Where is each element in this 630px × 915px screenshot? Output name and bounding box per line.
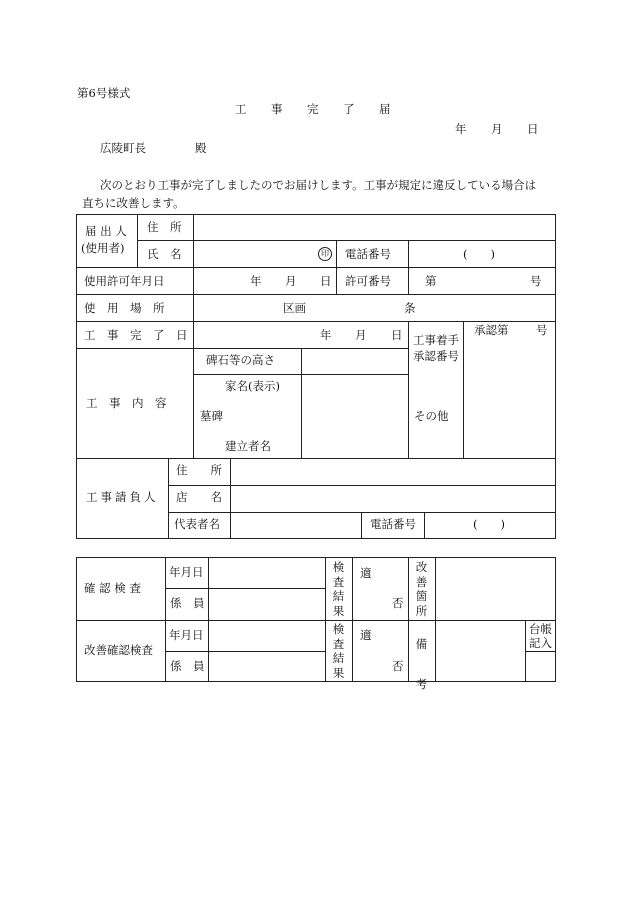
applicant-label: 届 出 人 xyxy=(85,224,127,238)
work-content-label: 工 事 内 容 xyxy=(86,396,167,410)
form-number: 第6号様式 xyxy=(77,86,131,100)
location-label: 使 用 場 所 xyxy=(84,301,165,315)
compliant-label: 適 xyxy=(360,566,372,580)
location-section: 区画 xyxy=(283,301,306,315)
title-char: 届 xyxy=(379,102,391,116)
name-label: 氏 名 xyxy=(147,247,182,261)
applicant-sublabel: (使用者) xyxy=(81,241,125,255)
contractor-phone-label: 電話番号 xyxy=(370,517,416,531)
intro-line-1: 次のとおり工事が完了しましたのでお届けします。工事が規定に違反している場合は xyxy=(100,178,537,192)
date-month-label: 月 xyxy=(491,122,503,136)
seal-icon: 印 xyxy=(318,247,332,261)
contractor-label: 工事請負人 xyxy=(86,490,159,504)
monument-height-label: 碑石等の高さ xyxy=(206,353,275,367)
permit-date-year: 年 xyxy=(250,274,262,288)
ledger-label: 台帳 xyxy=(529,622,552,636)
remarks-label: 備考 xyxy=(415,637,428,691)
reinspection-result-label: 検査結果 xyxy=(332,622,345,680)
inspection-date-label: 年月日 xyxy=(169,565,204,579)
builder-name-label: 建立者名 xyxy=(225,439,271,453)
start-approval-sublabel: 承認番号 xyxy=(413,349,459,363)
improvement-location-label: 改善箇所 xyxy=(415,560,428,618)
address-label: 住 所 xyxy=(147,220,182,234)
reinspection-staff-label: 係 員 xyxy=(170,659,205,673)
family-name-label: 家名(表示) xyxy=(225,379,280,393)
contractor-store-label: 店 名 xyxy=(176,490,222,504)
phone-label: 電話番号 xyxy=(345,247,391,261)
title-char: 完 xyxy=(307,102,319,116)
completion-year: 年 xyxy=(320,328,332,342)
approval-suffix: 号 xyxy=(536,323,548,337)
contractor-rep-label: 代表者名 xyxy=(174,517,220,531)
inspection-staff-label: 係 員 xyxy=(170,596,205,610)
permit-number-suffix: 号 xyxy=(530,274,542,288)
date-year-label: 年 xyxy=(455,122,467,136)
compliant-label-2: 適 xyxy=(360,628,372,642)
reconfirm-inspection-label: 改善確認検査 xyxy=(84,643,153,657)
noncompliant-label: 否 xyxy=(392,596,404,610)
noncompliant-label-2: 否 xyxy=(392,659,404,673)
inspection-result-label: 検査結果 xyxy=(332,560,345,618)
permit-number-prefix: 第 xyxy=(425,274,437,288)
ledger-sublabel: 記入 xyxy=(529,636,552,650)
honorific: 殿 xyxy=(195,141,207,155)
contractor-address-label: 住 所 xyxy=(176,463,222,477)
title-char: 事 xyxy=(271,102,283,116)
phone-parens: ( ) xyxy=(463,247,495,261)
completion-day: 日 xyxy=(391,328,403,342)
completion-month: 月 xyxy=(355,328,367,342)
permit-date-label: 使用許可年月日 xyxy=(84,274,165,288)
addressee: 広陵町長 xyxy=(100,141,146,155)
confirm-inspection-label: 確 認 検 査 xyxy=(84,581,141,595)
reinspection-date-label: 年月日 xyxy=(169,628,204,642)
approval-prefix: 承認第 xyxy=(474,323,509,337)
permit-date-month: 月 xyxy=(285,274,297,288)
contractor-phone-parens: ( ) xyxy=(473,517,505,531)
permit-date-day: 日 xyxy=(320,274,332,288)
title-char: 工 xyxy=(235,102,247,116)
date-day-label: 日 xyxy=(527,122,539,136)
other-label: その他 xyxy=(414,409,449,423)
title-char: 了 xyxy=(343,102,355,116)
location-row: 条 xyxy=(404,301,416,315)
completion-date-label: 工 事 完 了 日 xyxy=(84,328,188,342)
tombstone-label: 墓碑 xyxy=(200,409,223,423)
start-approval-label: 工事着手 xyxy=(413,333,459,347)
permit-number-label: 許可番号 xyxy=(345,274,391,288)
intro-line-2: 直ちに改善します。 xyxy=(82,196,185,210)
